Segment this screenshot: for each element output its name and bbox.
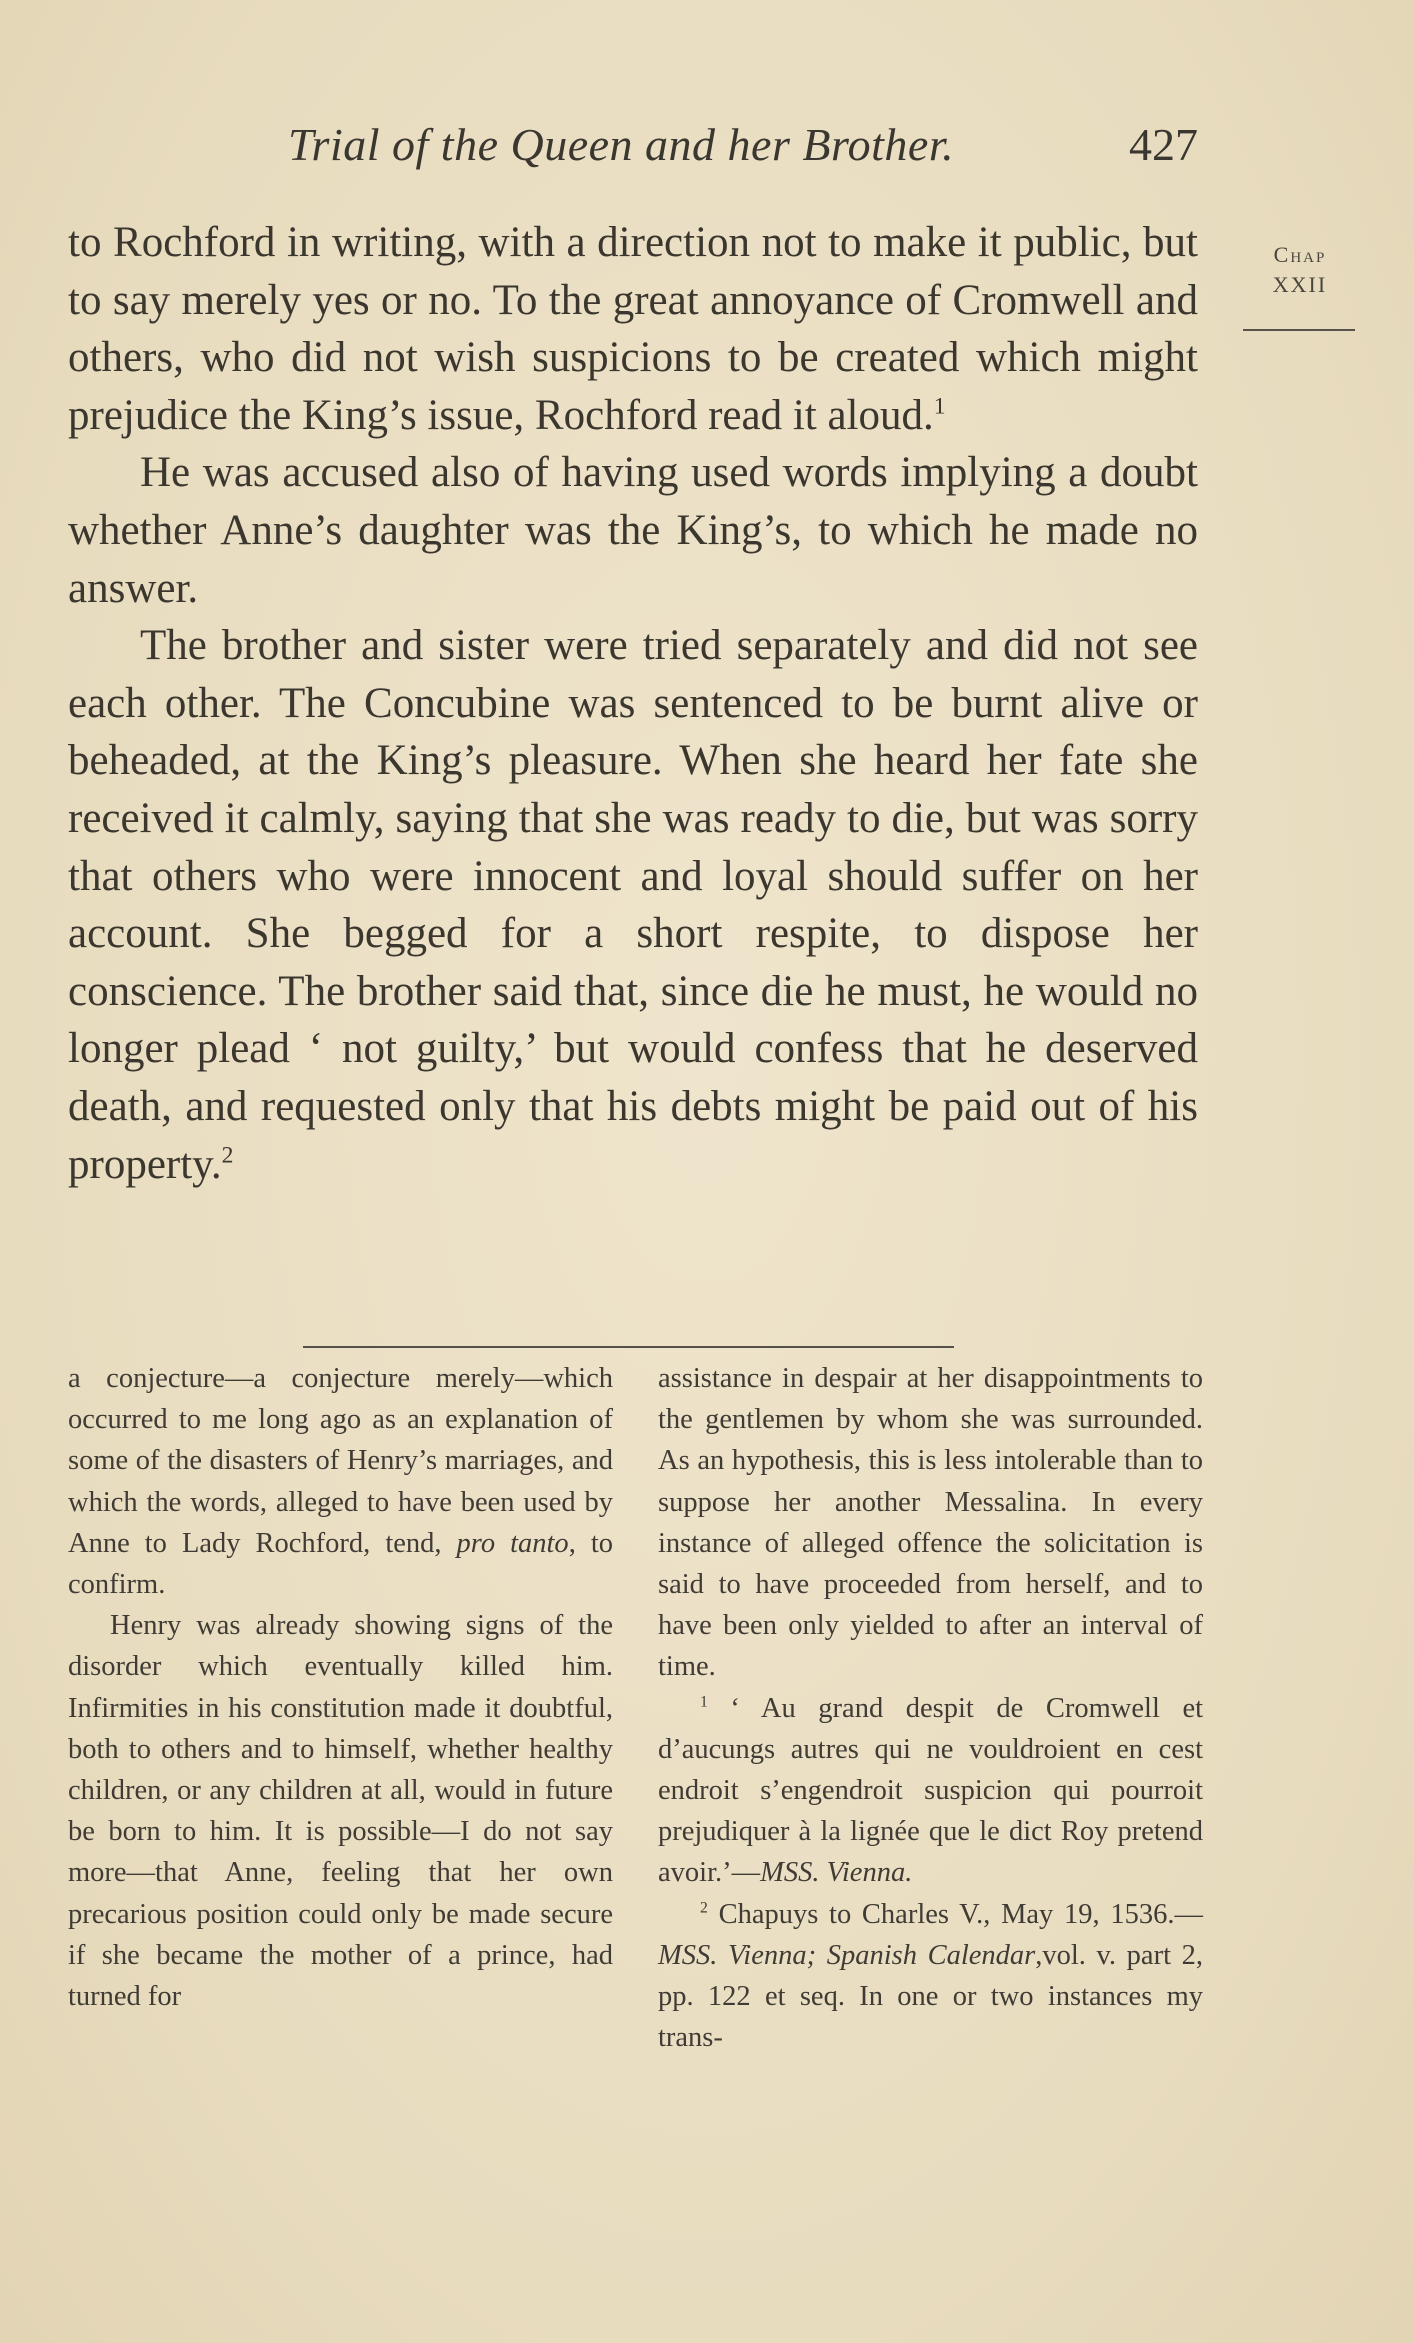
footnote-2 (658, 1894, 1203, 2059)
main-text (68, 214, 1198, 1193)
footnote-continuation: assistance in despair at her disappointments to the gentlemen by whom she was surrounded. As an hypothesis, this is less intolerable than to suppose her another Messalina. In every instance of alleged offence the solicitation is said to have proceeded from herself, and to have been only yielded to after an interval of time. (658, 1363, 1203, 1683)
footnote-2-number: 2 (700, 1899, 708, 1917)
footnote-ref-1: 1 (933, 393, 946, 420)
running-title: Trial of the Queen and her Brother. (288, 119, 955, 170)
main-paragraph-3 (68, 617, 1198, 1193)
margin-note-chap: Chap (1273, 242, 1327, 267)
footnote-2-text: Chapuys to Charles V., May 19, 1536.— (718, 1898, 1203, 1930)
margin-note-number: XXII (1272, 272, 1328, 297)
footnote-1-number: 1 (700, 1693, 708, 1711)
footnote-column-left (68, 1358, 613, 2017)
footnote-divider (303, 1346, 954, 1348)
main-paragraph-1-text: to Rochford in writing, with a direction not to make it public, but to say merely yes or no. To the great annoyance of Cromwell and others, who did not wish suspicions to be created which might prejudice the King’s issue, Rochford read it aloud. (68, 219, 1198, 439)
footnote-ref-2: 2 (221, 1142, 234, 1169)
footnote-text: , to confirm. (68, 1527, 614, 1601)
main-paragraph-1 (68, 214, 1198, 444)
footnote-italic: pro tanto (456, 1527, 569, 1559)
footnote-paragraph: Henry was already showing signs of the disorder which eventually killed him. Infirmities in his constitution made it doubtful, both to others and to himself, whether healthy children, or any children at all, would in future be born to him. It is possible—I do not say more—that Anne, feeling that her own precarious position could only be made secure if she became the mother of a prince, had turned for (68, 1610, 613, 2013)
chapter-margin-note (1245, 240, 1355, 300)
footnote-1-text: ‘ Au grand despit de Cromwell et d’aucungs autres qui ne vouldroient en cest endroit s’engendroit suspicion qui pourroit prejudiquer à la lignée que le dict Roy pretend avoir.’— (658, 1692, 1204, 1889)
footnote-1-source: MSS. Vienna. (760, 1857, 913, 1889)
footnote-text: a conjecture—a conjecture merely—which occurred to me long ago as an explanation of some of the disasters of Henry’s marriages, and which the words, alleged to have been used by Anne to Lady Rochford, tend, (68, 1363, 613, 1559)
main-paragraph-3-text: The brother and sister were tried separately and did not see each other. The Concubine was sentenced to be burnt alive or beheaded, at the King’s pleasure. When she heard her fate she received it calmly, saying that she was ready to die, but was sorry that others who were innocent and loyal should suffer on her account. She begged for a short respite, to dispose her conscience. The brother said that, since die he must, he would no longer plead ‘ not guilty,’ but would confess that he deserved death, and requested only that his debts might be paid out of his property. (68, 622, 1198, 1188)
footnote-column-right (658, 1358, 1203, 2058)
running-head (68, 118, 1198, 178)
footnote-2-text-after: ,vol. v. part 2, pp. 122 et seq. In one or two instances my trans- (658, 1939, 1203, 2054)
page-number: 427 (1129, 119, 1198, 170)
main-paragraph-2: He was accused also of having used words implying a doubt whether Anne’s daughter was the King’s, to which he made no answer. (68, 449, 1198, 612)
footnote-continuation (68, 1358, 613, 1605)
footnote-2-source: MSS. Vienna; Spanish Calendar (658, 1939, 1036, 1971)
margin-note-rule (1243, 329, 1355, 331)
footnote-1 (658, 1688, 1203, 1894)
